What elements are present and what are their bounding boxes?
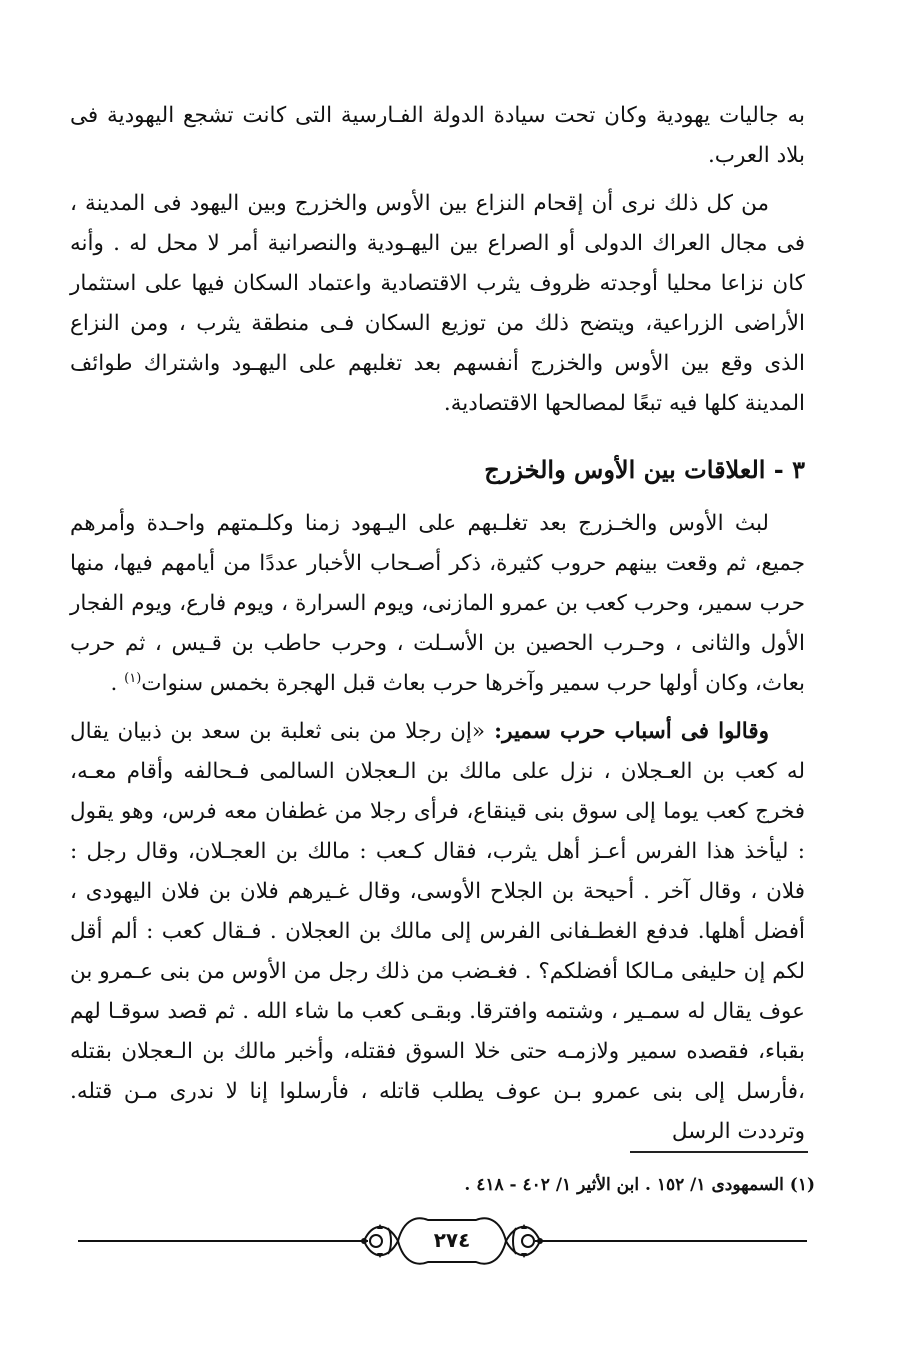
footer-rule-right <box>535 1240 807 1242</box>
paragraph-4-text: «إن رجلا من بنى ثعلبة بن سعد بن ذبيان يقال له كعب بن العـجلان ، نزل على مالك بن الـعجلان السالمى فـحالفه وأقام معـه، فخرج كعب يوما إلى سوق بنى قينقاع، فرأى رجلا من غطفان معه فرس، وهو يقول : ليأخذ هذا الفرس أعـز أهل يثرب، فقال كـعب : مالك بن العجـلان، وقال رجل : فلان ، وقال آخر . أحيحة بن الجلاح الأوسى، وقال غـيرهم فلان بن فلان اليهودى ، أفضل أهلها. فدفع الغطـفانى الفرس إلى مالك بن العجلان . فـقال كعب : ألم أقل لكم إن حليفى مـالكا أفضلكم؟ . فغـضب من ذلك رجل من الأوس من بنى عـمرو بن عوف يقال له سمـير ، وشتمه وافترقا. وبقـى كعب ما شاء الله . ثم قصد سوقـا لهم بقباء، فقصده سمير ولازمـه حتى خلا السوق فقتله، وأخبر مالك بن الـعجلان بقتله ،فأرسل إلى بنى عمرو بـن عوف يطلب قاتله ، فأرسلوا إنا لا ندرى مـن قتله. وترددت الرسل <box>70 719 805 1144</box>
page-number: ٢٧٤ <box>433 1228 471 1252</box>
footer-rule-left <box>78 1240 368 1242</box>
paragraph-3-text: لبث الأوس والخـزرج بعد تغلـبهم على اليـهود زمنا وكلـمتهم واحـدة وأمرهم جميع، ثم وقعت بينهم حروب كثيرة، ذكر أصـحاب الأخبار عددًا من أيامهم فيها، منها حرب سمير، وحرب كعب بن عمرو المازنى، ويوم السرارة ، ويوم فارع، ويوم الفجار الأول والثانى ، وحـرب الحصين بن الأسـلت ، وحرب حاطب بن قـيس ، ثم حرب بعاث، وكان أولها حرب سمير وآخرها حرب بعاث قبل الهجرة بخمس سنوات <box>70 511 805 696</box>
paragraph-3 <box>70 504 805 704</box>
footnote: (١) السمهودى ١/ ١٥٢ . ابن الأثير ١/ ٤٠٢ - ٤١٨ . <box>464 1175 815 1195</box>
paragraph-1: به جاليات يهودية وكان تحت سيادة الدولة الفـارسية التى كانت تشجع اليهودية فى بلاد العرب. <box>70 103 805 168</box>
footnote-reference: (١) <box>124 670 142 686</box>
main-text <box>70 96 805 1152</box>
section-heading: ٣ - العلاقات بين الأوس والخزرج <box>484 455 805 484</box>
footnote-divider <box>630 1151 808 1153</box>
paragraph-4-lead: وقالوا فى أسباب حرب سمير: <box>485 719 769 744</box>
paragraph-4 <box>70 712 805 1152</box>
paragraph-2: من كل ذلك نرى أن إقحام النزاع بين الأوس والخزرج وبين اليهود فى المدينة ، فى مجال العراك الدولى أو الصراع بين اليهـودية والنصرانية أمر لا محل له . وأنه كان نزاعا محليا أوجدته ظروف يثرب الاقتصادية واعتماد السكان فيها على استثمار الأراضى الزراعية، ويتضح ذلك من توزيع السكان فـى منطقة يثرب ، ومن النزاع الذى وقع بين الأوس والخزرج أنفسهم بعد تغلبهم على اليهـود واشتراك طوائف المدينة كلها فيه تبعًا لمصالحها الاقتصادية. <box>70 191 805 416</box>
paragraph-3-end: . <box>110 671 125 696</box>
